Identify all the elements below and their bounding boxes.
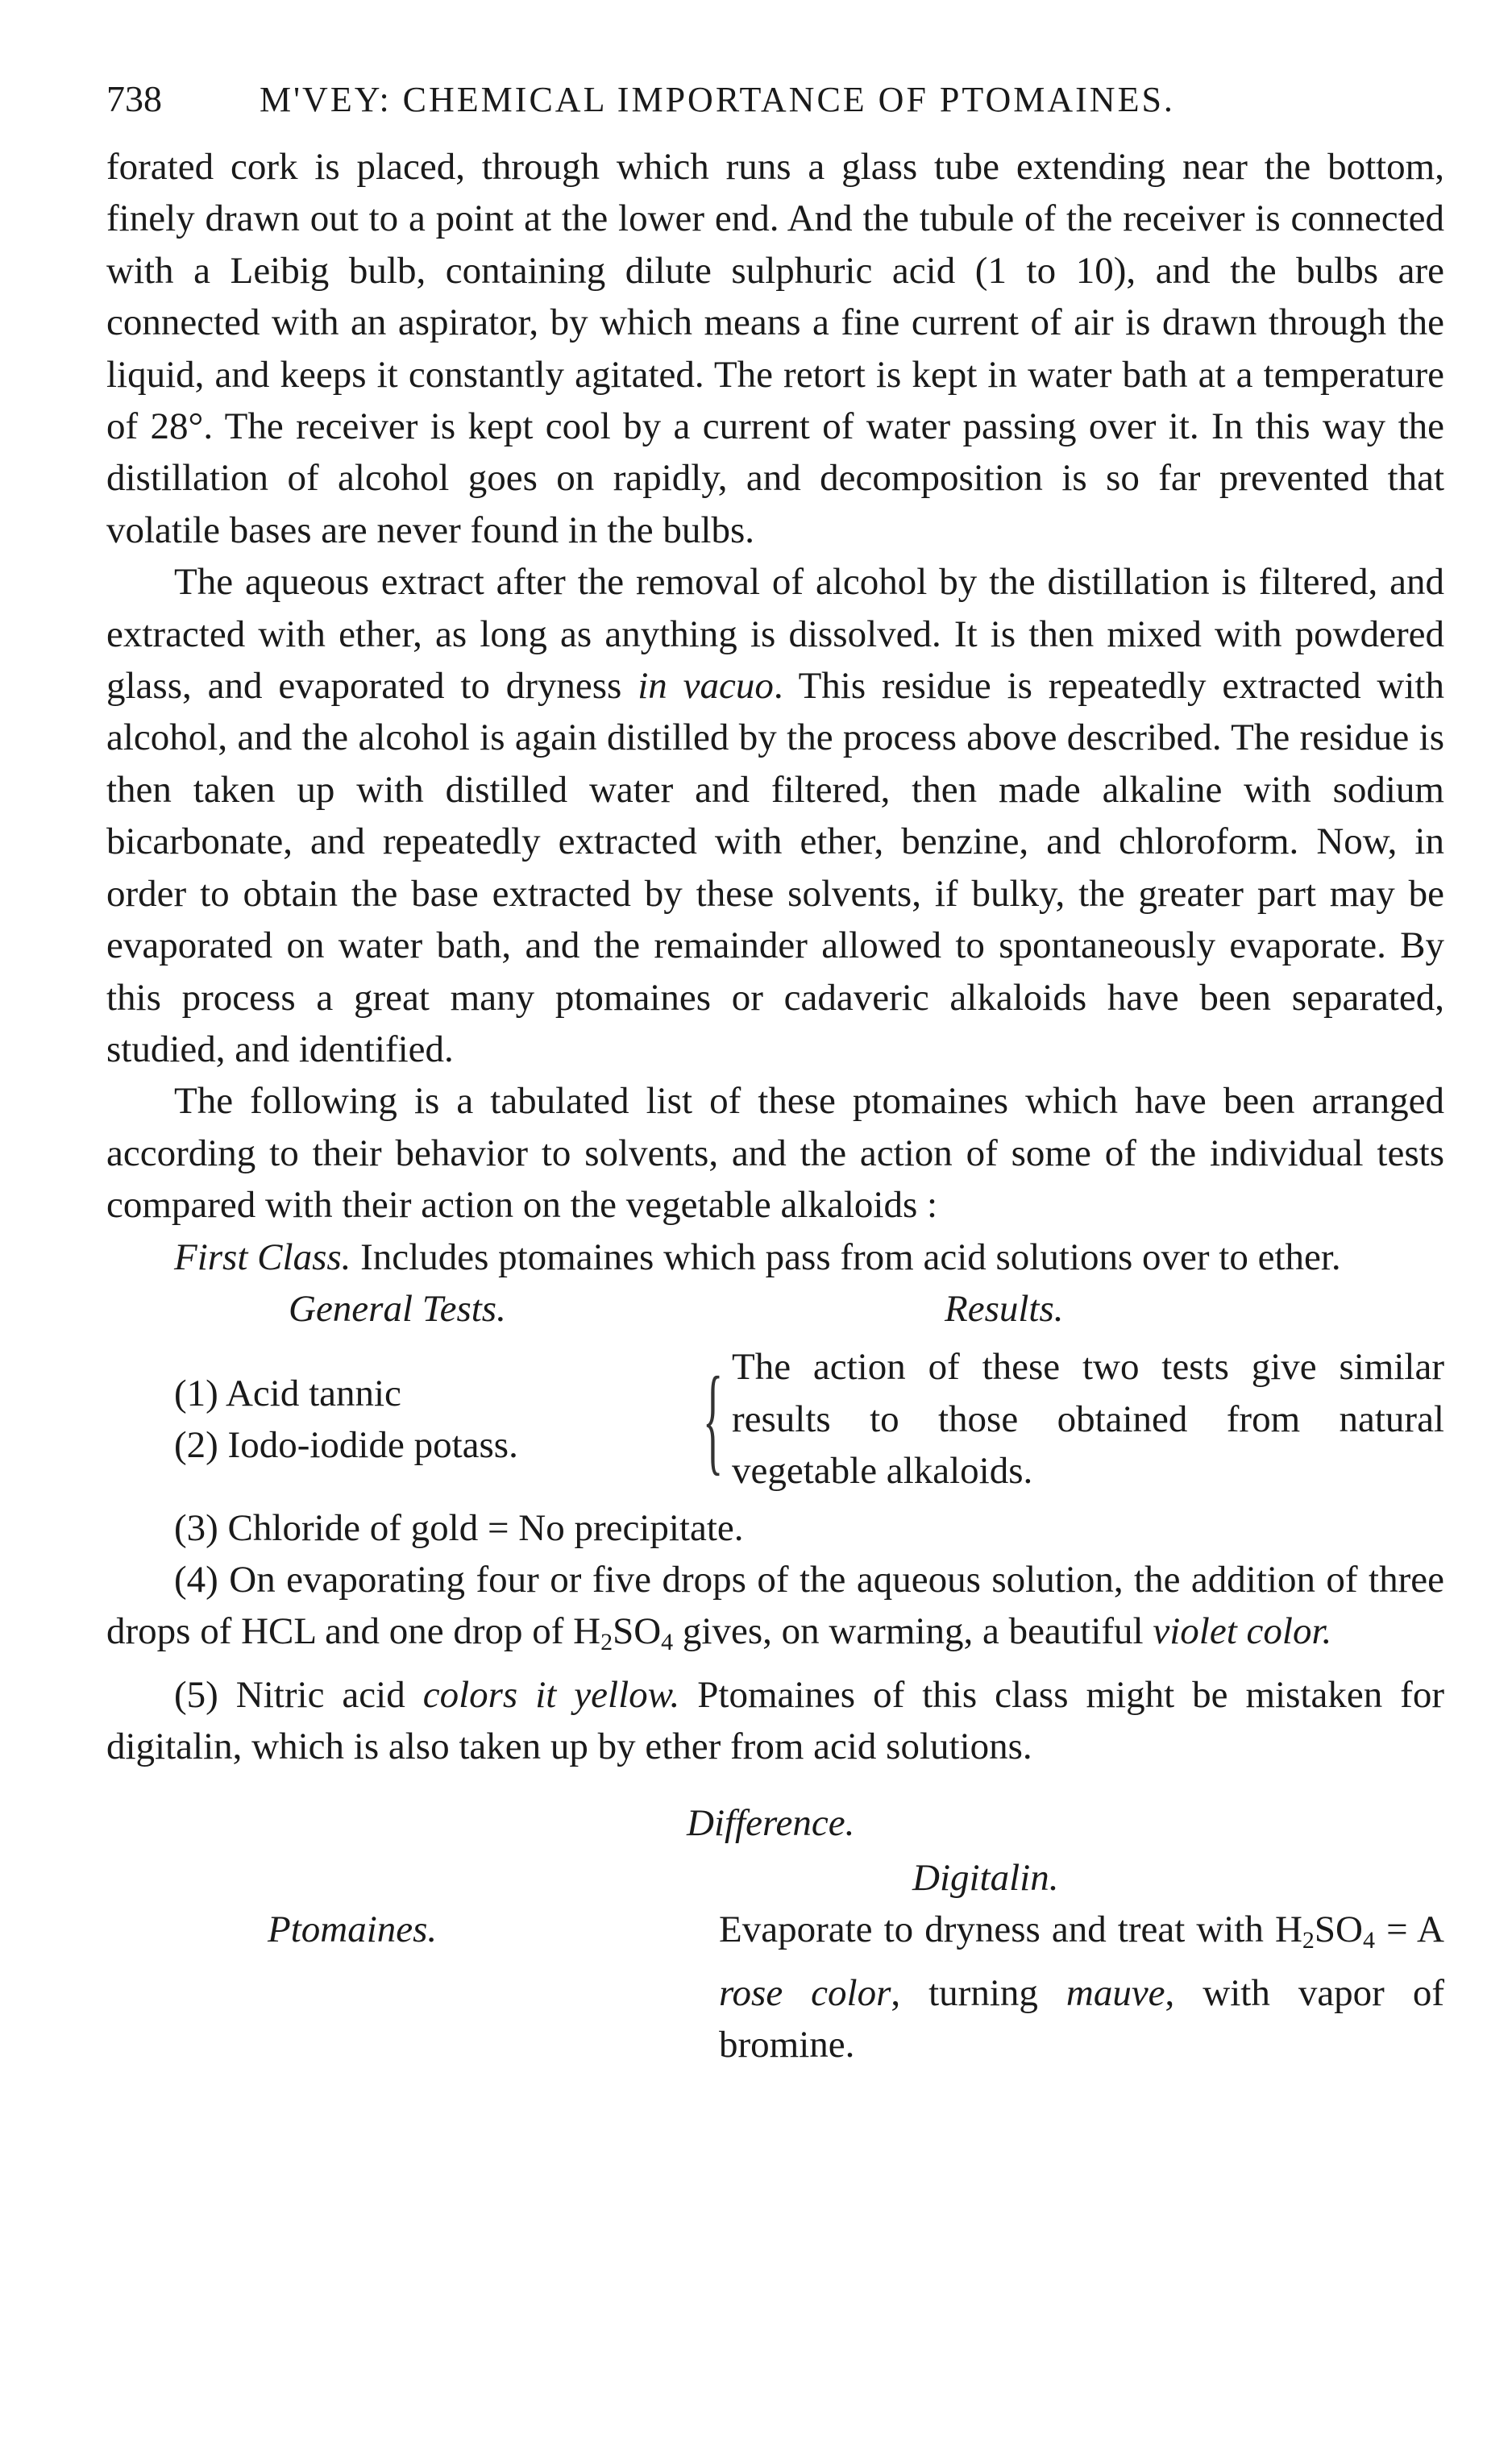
paragraph-2-text-a: The aqueous extract after the removal of alcohol by the distillation is filtered, and extracted with ether, as long as anything is dissolved. It is then mixed with powdered glass, and evaporated to dryness (106, 561, 1444, 708)
tests-1-2-list (106, 1368, 703, 1472)
paragraph-1: forated cork is placed, through which runs a glass tube extending near the bottom, finely drawn out to a point at the lower end. And the tubule of the receiver is connected with a Leibig bulb, containing dilute sulphuric acid (1 to 10), and the bulbs are connected with an aspirator, by which means a fine current of air is drawn through the liquid, and keeps it constantly agitated. The retort is kept in water bath at a temperature of 28°. The receiver is kept cool by a current of water passing over it. In this way the distillation of alcohol goes on rapidly, and decomposition is so far prevented that volatile bases are never found in the bulbs. (106, 146, 1444, 551)
tests-headings (106, 1283, 1444, 1335)
difference-heading: Difference. (687, 1801, 855, 1844)
curly-brace-icon: { (703, 1352, 724, 1486)
digitalin-text-b: SO (1314, 1908, 1363, 1951)
difference-columns (106, 1852, 1444, 2071)
digitalin-emphasis-1: rose color (719, 1971, 891, 2014)
running-title: M'VEY: CHEMICAL IMPORTANCE OF PTOMAINES. (260, 80, 1175, 119)
test-1: (1) Acid tannic (174, 1372, 401, 1414)
test-2: (2) Iodo-iodide potass. (174, 1423, 518, 1466)
paragraph-2-emphasis: in vacuo (638, 665, 774, 708)
test-3: (3) Chloride of gold = No precipitate. (174, 1506, 744, 1549)
test-5-emphasis: colors it yellow. (422, 1673, 680, 1716)
paragraph-3: The following is a tabulated list of these ptomaines which have been arranged according to their behavior to solvents, and the action of some of the individual tests compared with their action on the vegetable alkaloids : (106, 1080, 1444, 1227)
test-5-text-b: Ptomaines of this class might be mistaken for digitalin, which is also taken up by ether from acid solutions. (106, 1673, 1444, 1768)
test-4-text-a: (4) On evaporating four or five drops of the aqueous solution, the addition of three drops of HCL and one drop of H (106, 1558, 1444, 1653)
test-4-sub-2: 4 (661, 1629, 674, 1656)
results-heading: Results. (945, 1287, 1064, 1330)
digitalin-sub-1: 2 (1302, 1927, 1315, 1954)
digitalin-text-e: , with vapor of bromine. (719, 1971, 1444, 2066)
digitalin-text-d: , turning (891, 1971, 1066, 2014)
digitalin-test (719, 1904, 1444, 2070)
first-class-label: First Class. (174, 1236, 351, 1278)
ptomaines-heading: Ptomaines. (268, 1908, 438, 1950)
test-4 (106, 1554, 1444, 1669)
digitalin-emphasis-2: mauve (1065, 1971, 1165, 2014)
test-4-text-c: gives, on warming, a beautiful (673, 1610, 1153, 1653)
running-header (106, 77, 1444, 120)
digitalin-column (719, 1852, 1444, 2071)
result-1-2: The action of these two tests give similar results to those obtained from natural vegetable alkaloids. (732, 1346, 1444, 1493)
digitalin-sub-2: 4 (1363, 1927, 1375, 1954)
general-tests-heading: General Tests. (289, 1287, 506, 1330)
paragraph-2 (106, 556, 1444, 1075)
test-5-text-a: (5) Nitric acid (174, 1673, 423, 1716)
test-4-sub-1: 2 (600, 1629, 613, 1656)
digitalin-heading: Digitalin. (912, 1857, 1059, 1899)
paragraph-4 (106, 1231, 1444, 1283)
first-class-description: Includes ptomaines which pass from acid solutions over to ether. (351, 1236, 1341, 1278)
test-4-emphasis: violet color. (1153, 1610, 1332, 1653)
test-4-text-b: SO (613, 1610, 662, 1653)
digitalin-text-c: = A (1375, 1908, 1444, 1951)
test-5 (106, 1669, 1444, 1773)
tests-1-2-block (106, 1341, 1444, 1497)
digitalin-text-a: Evaporate to dryness and treat with H (719, 1908, 1302, 1951)
page-number: 738 (106, 78, 162, 119)
paragraph-2-text-b: . This residue is repeatedly extracted with alcohol, and the alcohol is again distilled by the process above described. The residue is then taken up with distilled water and filtered, then made alkaline with sodium bicarbonate, and repeatedly extracted with ether, benzine, and chloroform. Now, in order to obtain the base extracted by these solvents, if bulky, the greater part may be evaporated on water bath, and the remainder allowed to spontaneously evaporate. By this process a great many ptomaines or cadaveric alkaloids have been separated, studied, and identified. (106, 665, 1444, 1070)
page (106, 77, 1444, 2071)
